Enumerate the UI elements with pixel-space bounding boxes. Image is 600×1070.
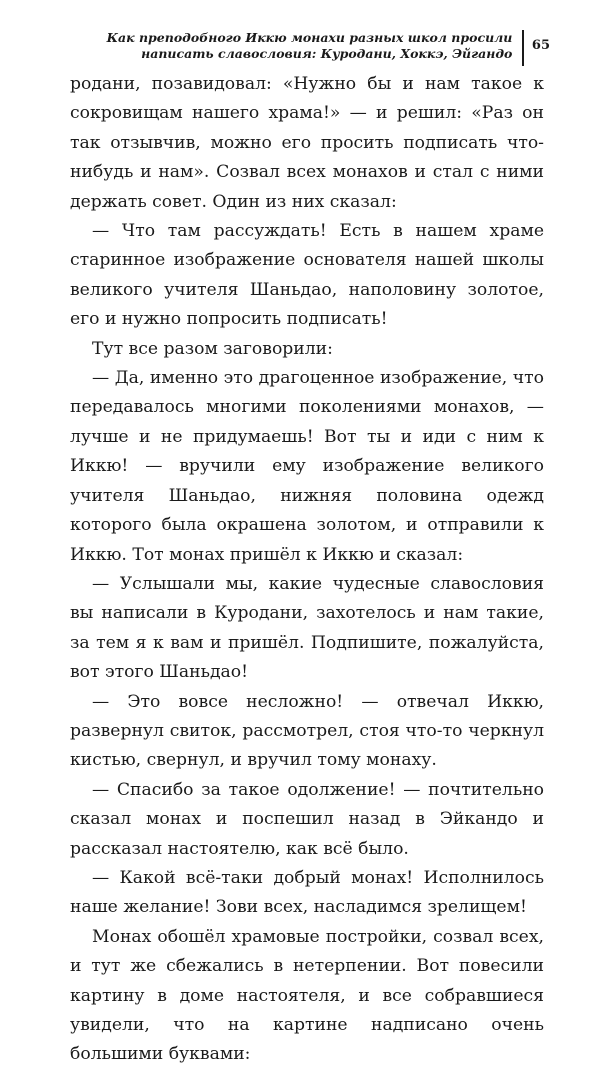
paragraph: — Да, именно это драгоценное изображение, что передавалось многими поколениями монахов, — лучше и не придумаешь! Вот ты и иди с ним к Иккю! — вручили ему изображение великого учителя Шаньдао, нижняя половина одежд которого была окрашена золотом, и отправили к Иккю. Тот монах пришёл к Иккю и сказал:: [70, 368, 544, 565]
paragraph: — Спасибо за такое одолжение! — почтительно сказал монах и поспешил назад в Эйкандо и рассказал настоятелю, как всё было.: [70, 779, 544, 859]
header-title-line-2: написать славословия: Куродани, Хоккэ, Эйгандо: [141, 46, 513, 61]
running-header-title: [107, 30, 523, 62]
paragraph: родани, позавидовал: «Нужно бы и нам такое к сокровищам нашего храма!» — и решил: «Раз он так отзывчив, можно его просить подписать что-нибудь и нам». Созвал всех монахов и стал с ними держать совет. Один из них сказал:: [70, 74, 544, 212]
body-text: [70, 70, 544, 1070]
header-title-line-1: Как преподобного Иккю монахи разных школ просили: [106, 30, 513, 45]
paragraph: — Услышали мы, какие чудесные славословия вы написали в Куродани, захотелось и нам такие, за тем я к вам и пришёл. Подпишите, пожалуйста, вот этого Шаньдао!: [70, 573, 544, 683]
paragraph: — Что там рассуждать! Есть в нашем храме старинное изображение основателя нашей школы великого учителя Шаньдао, наполовину золотое, его и нужно попросить подписать!: [70, 221, 544, 330]
paragraph: Монах обошёл храмовые постройки, созвал всех, и тут же сбежались в нетерпении. Вот повесили картину в доме настоятеля, и все собравшиеся увидели, что на картине надписано очень большими буквами:: [70, 926, 544, 1065]
paragraph: — Какой всё-таки добрый монах! Исполнилось наше желание! Зови всех, насладимся зрелищем!: [70, 867, 544, 918]
running-header: [90, 30, 550, 66]
paragraph: Тут все разом заговорили:: [92, 338, 333, 359]
paragraph: — Это вовсе несложно! — отвечал Иккю, развернул свиток, рассмотрел, стоя что-то черкнул кистью, свернул, и вручил тому монаху.: [70, 691, 544, 771]
page-number: 65: [531, 38, 550, 53]
